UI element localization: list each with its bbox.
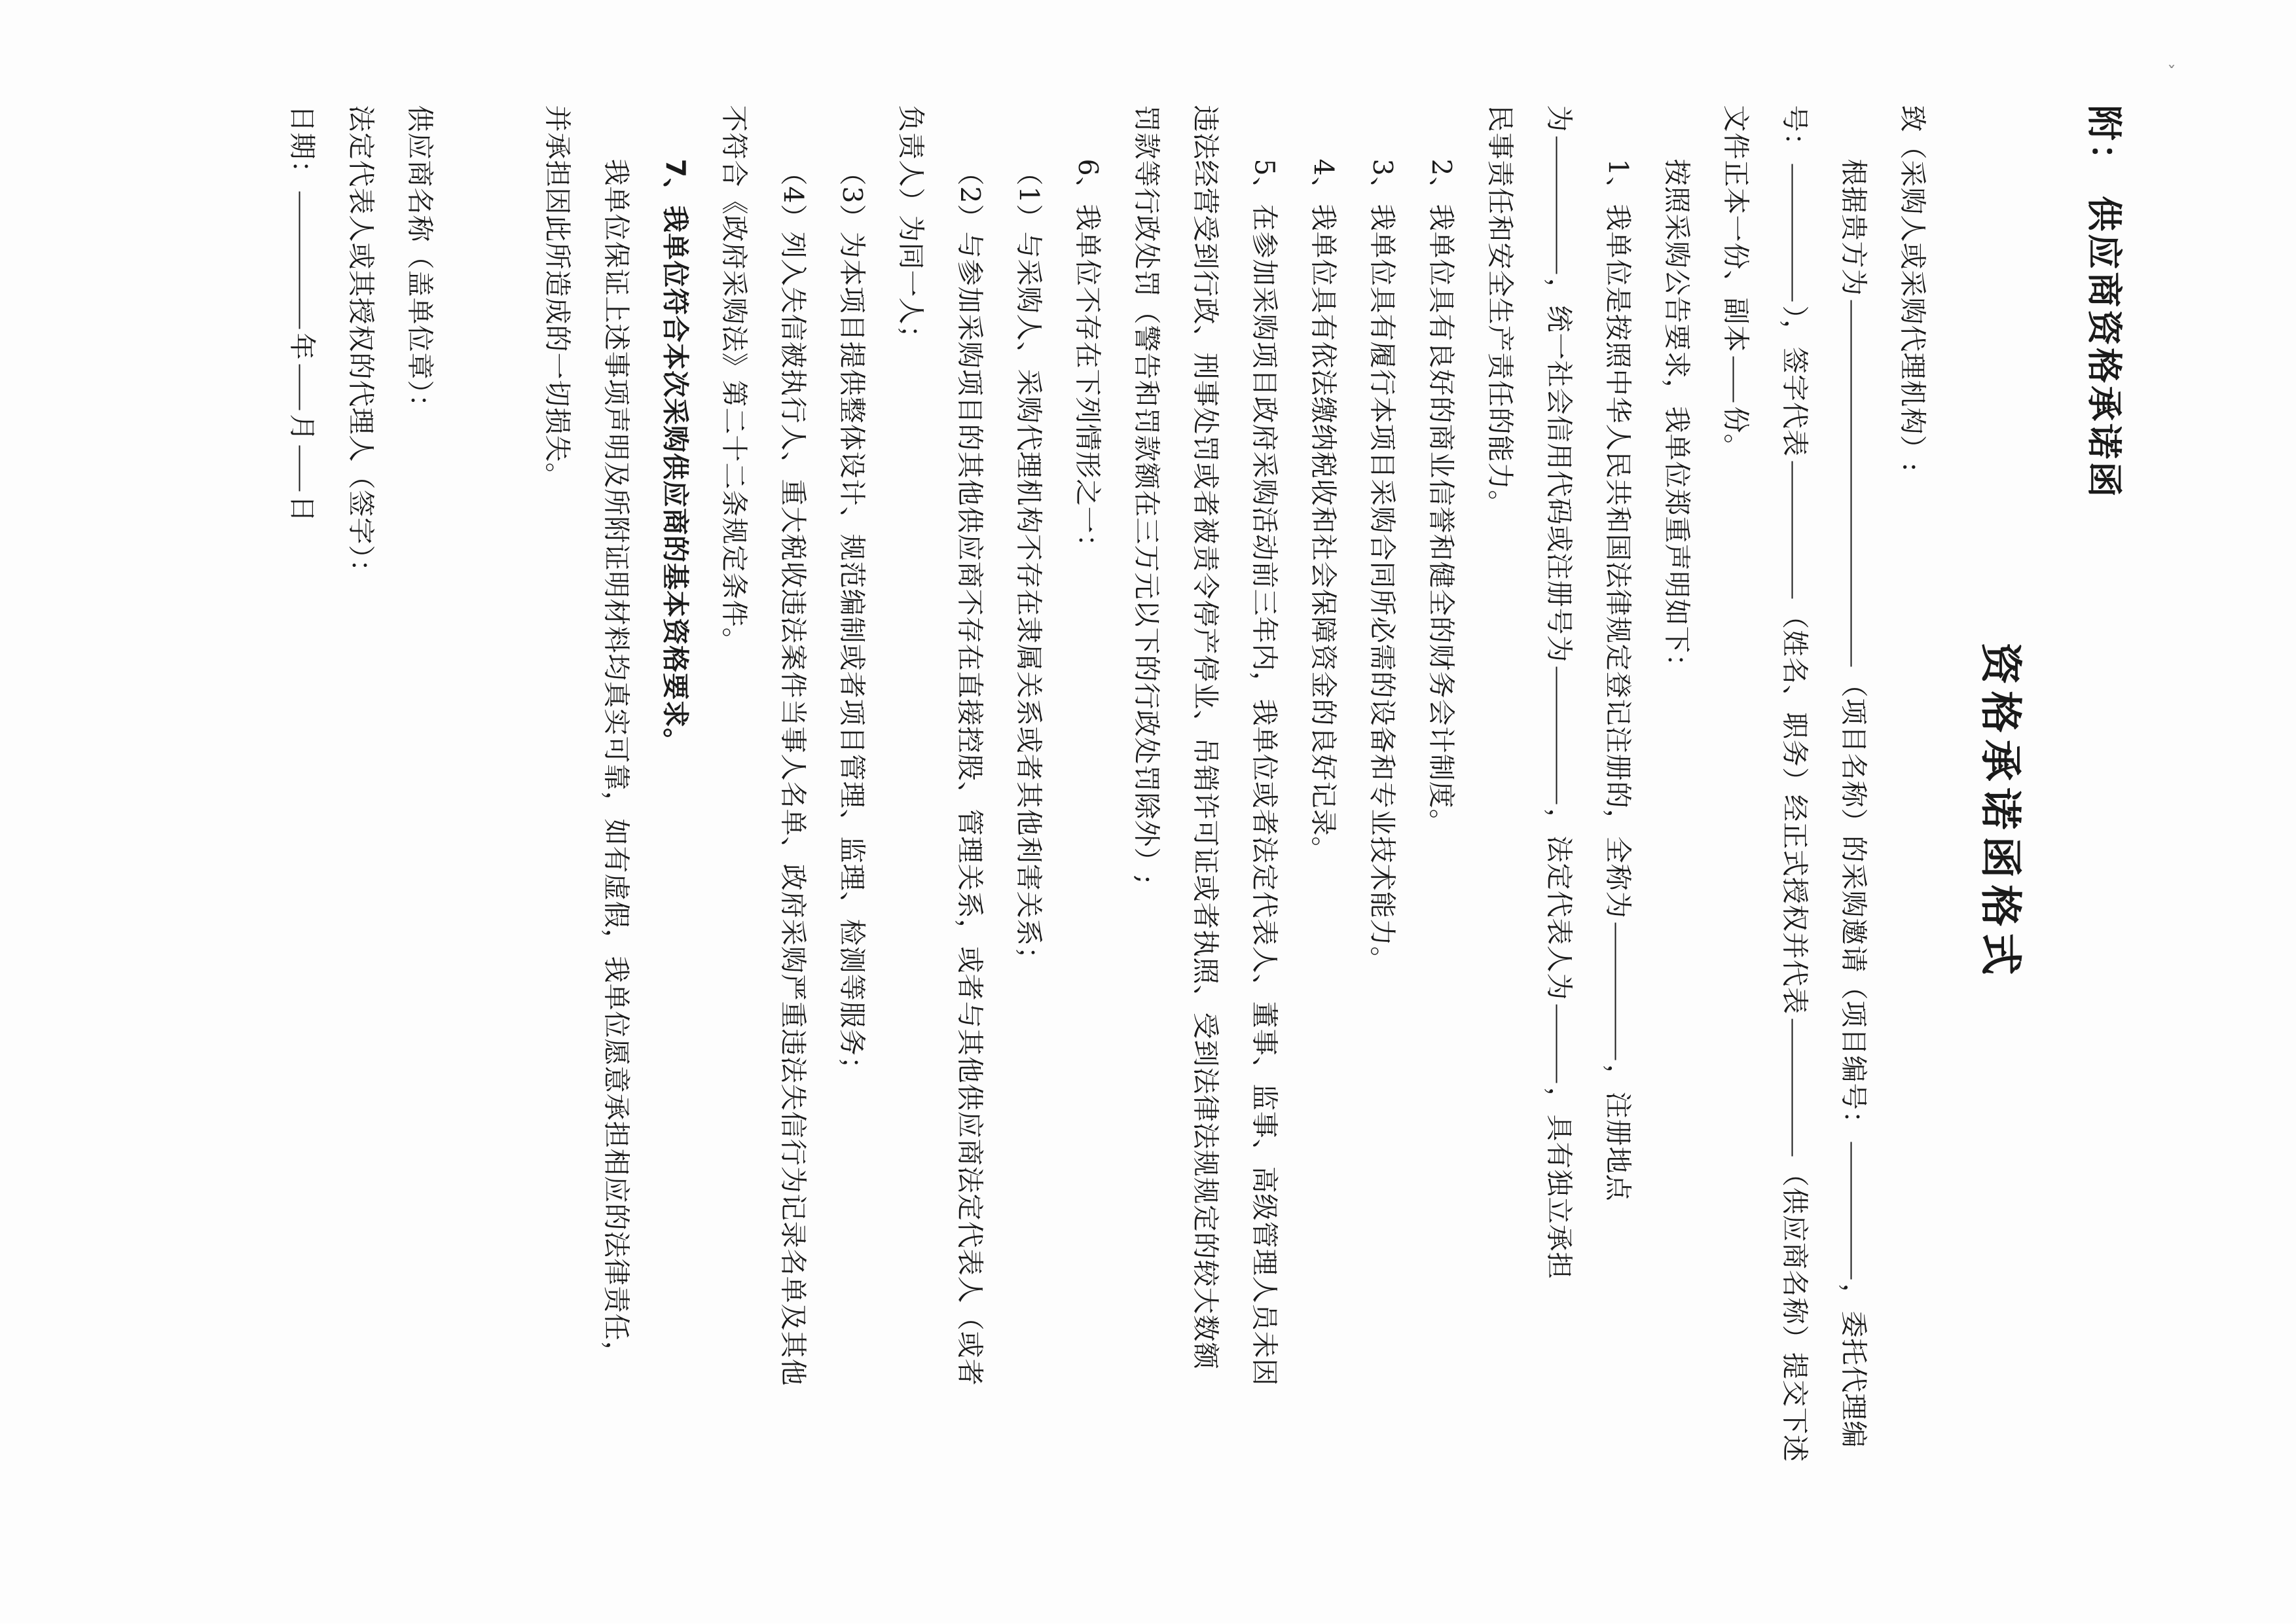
text-segment: （项目名称）的采购邀请（项目编号：	[1838, 670, 1870, 1138]
year-label: 年	[286, 333, 318, 361]
paragraph-authorization-line2	[1766, 105, 1825, 1513]
item-5-line3: 罚款等行政处罚（警告和罚款额在三万元以下的行政处罚除外）;	[1131, 105, 1163, 885]
item-7-line2: 我单位保证上述事项声明及所附证明材料均真实可靠，如有虚假，我单位愿意承担相应的法律责任，	[600, 158, 632, 1369]
text-segment: ，具有独立承担	[1543, 1087, 1575, 1280]
document-body	[273, 105, 1942, 1513]
item-5-line1: 5、在参加采购项目政府采购活动前三年内，我单位或者法定代表人、董事、监事、高级管理人员未因	[1248, 158, 1281, 1386]
item-3: 3、我单位具有履行本项目采购合同所必需的设备和专业技术能力。	[1366, 158, 1398, 974]
supplier-name-label: 供应商名称（盖单位章）：	[404, 105, 436, 422]
salutation: 致（采购人或采购代理机构）:	[1897, 105, 1929, 473]
item-1-line2	[1530, 105, 1589, 1513]
blank-address	[1556, 137, 1558, 274]
day-label: 日	[286, 495, 318, 523]
date-line	[273, 105, 332, 1513]
blank-credit-code	[1556, 667, 1558, 804]
declaration-intro: 按照采购公告要求，我单位郑重声明如下：	[1661, 158, 1693, 681]
item-6-sub3: （3）为本项目提供整体设计、规范编制或者项目管理、监理、检测等服务；	[836, 158, 868, 1084]
text-segment: ，委托代理编	[1838, 1283, 1870, 1449]
document-title: 资格承诺函格式	[1975, 642, 2024, 982]
item-5-line2: 违法经营受到行政、刑事处罚或者被责令停产停业、吊销许可证或者执照、受到法律法规规定的较大数额	[1190, 105, 1222, 1370]
text-segment: 号：	[1779, 105, 1811, 160]
rotated-document-page	[0, 1, 2296, 1624]
item-6-sub4-line2: 不符合《政府采购法》第二十二条规定条件。	[718, 105, 750, 655]
legal-rep-signature-label: 法定代表人或其授权的代理人（签字）：	[345, 105, 377, 586]
blank-legal-rep	[1556, 1005, 1558, 1083]
text-segment: （姓名、职务）经正式授权并代表	[1779, 602, 1811, 1015]
text-segment: 份。	[1720, 406, 1752, 461]
text-segment: ），签字代表	[1779, 305, 1811, 457]
text-segment: 为	[1543, 105, 1575, 133]
blank-month	[299, 365, 301, 410]
item-6-sub2-line1: （2）与参加采购项目的其他供应商不存在直接控股、管理关系，或者与其他供应商法定代表人（或者	[954, 158, 986, 1386]
month-label: 月	[286, 414, 318, 442]
item-1-line1	[1589, 105, 1648, 1513]
item-1-line3: 民事责任和安全生产责任的能力。	[1484, 105, 1516, 518]
text-segment: （供应商名称）提交下述	[1779, 1160, 1811, 1462]
paragraph-authorization-line1	[1825, 105, 1884, 1513]
text-segment: 1、我单位是按照中华人民共和国法律规定登记注册的，全称为	[1602, 158, 1634, 919]
blank-project-number	[1851, 1142, 1853, 1280]
appendix-title: 附： 供应商资格承诺函	[2083, 105, 2125, 500]
signature-block	[273, 105, 450, 1513]
item-2: 2、我单位具有良好的商业信誉和健全的财务会计制度。	[1425, 158, 1457, 837]
scan-speck: ˇ	[2167, 62, 2176, 84]
item-7-line1: 7、我单位符合本次采购供应商的基本资格要求。	[659, 158, 691, 756]
text-segment: ，注册地点	[1602, 1064, 1634, 1202]
blank-copy-count	[1733, 357, 1735, 403]
blank-agency-number	[1792, 164, 1794, 302]
text-segment: 文件正本一份、副本	[1720, 105, 1752, 353]
text-segment: ，统一社会信用代码或注册号为	[1543, 278, 1575, 663]
blank-supplier-name	[1792, 1019, 1794, 1156]
blank-full-name	[1615, 923, 1617, 1060]
blank-day	[299, 446, 301, 492]
text-segment: 根据贵方为	[1838, 158, 1870, 297]
paragraph-authorization-line3	[1707, 105, 1766, 1513]
item-7-line3: 并承担因此所造成的一切损失。	[541, 105, 574, 490]
text-segment: ，法定代表人为	[1543, 808, 1575, 1001]
item-6-sub2-line2: 负责人）为同一人；	[895, 105, 927, 353]
item-4: 4、我单位具有依法缴纳税收和社会保障资金的良好记录。	[1307, 158, 1339, 864]
item-6-sub1: （1）与采购人、采购代理机构不存在隶属关系或者其他利害关系；	[1013, 158, 1045, 974]
item-6-intro: 6、我单位不存在下列情形之一：	[1072, 158, 1104, 562]
blank-project-name	[1851, 300, 1853, 667]
date-label: 日期：	[286, 105, 318, 188]
blank-year	[299, 192, 301, 329]
item-6-sub4-line1: （4）列入失信被执行人、重大税收违法案件当事人名单、政府采购严重违法失信行为记录名单及其他	[777, 158, 809, 1386]
blank-signatory	[1792, 461, 1794, 598]
